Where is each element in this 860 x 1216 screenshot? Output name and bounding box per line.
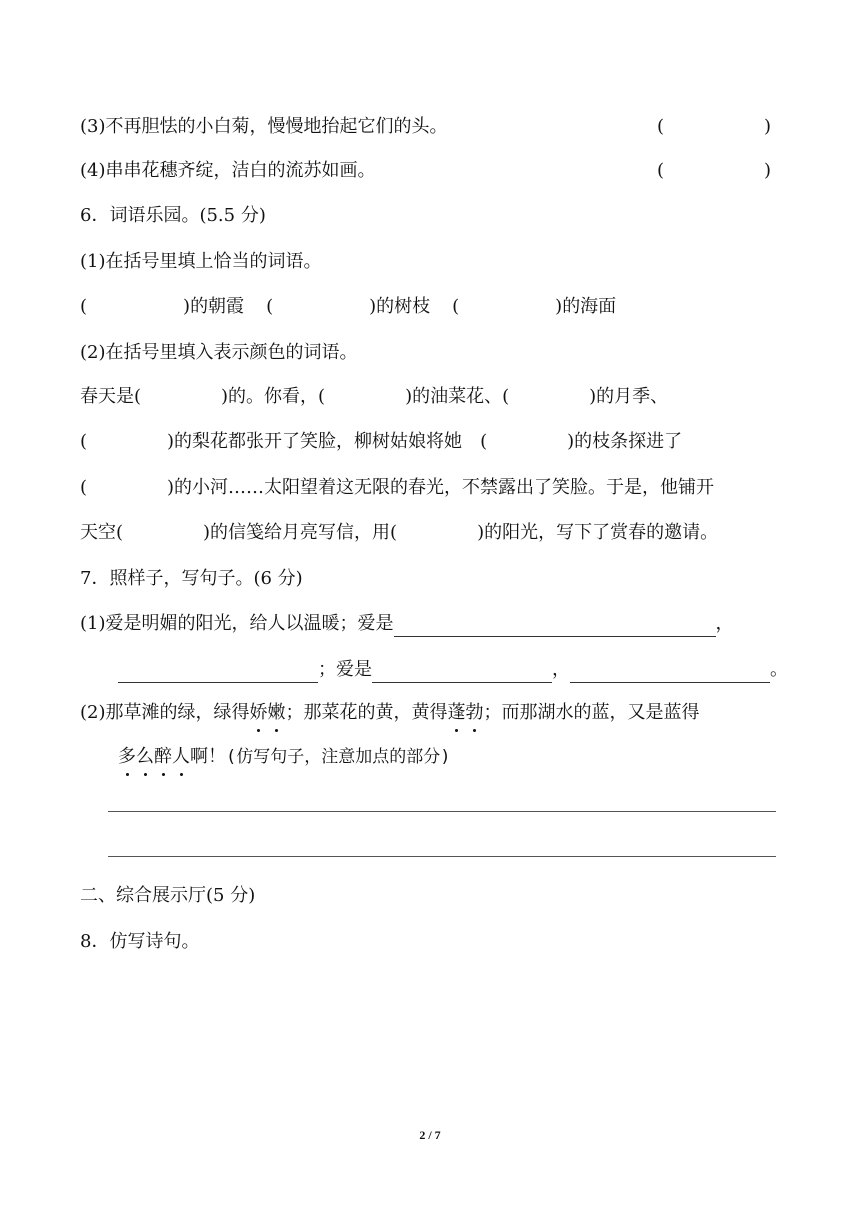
question-7-title: 7．照样子，写句子。(6 分) (80, 568, 303, 589)
word: 的海面 (562, 296, 617, 317)
section-2-title: 二、综合展示厅(5 分) (80, 885, 256, 906)
emphasis-char: 蓬 (448, 700, 466, 726)
emphasis-char: 娇 (250, 700, 268, 726)
question-text: (3)不再胆怯的小白菊，慢慢地抬起它们的头。 (80, 116, 448, 137)
question-7-1-line-1: (1)爱是明媚的阳光，给人以温暖；爱是 ， (80, 611, 734, 637)
question-6-1: (1)在括号里填上恰当的词语。 (80, 251, 322, 272)
dotted-emphasis (250, 702, 286, 723)
question-text: (4)串串花穗齐绽，洁白的流苏如画。 (80, 160, 376, 181)
emphasis-char: 嫩 (268, 700, 286, 726)
answer-paren-close: ) (764, 160, 772, 181)
color-paragraph-line-4: 天空( )的信笺给月亮写信，用( )的阳光，写下了赏春的邀请。 (80, 522, 719, 543)
answer-paren-open: ( (657, 116, 665, 137)
question-7-1-line-2: ；爱是 ， 。 (118, 657, 788, 683)
emphasis-char: 醉 (154, 744, 172, 770)
word: 的朝霞 (190, 296, 245, 317)
question-5-4 (80, 158, 376, 184)
question-5-3 (80, 114, 448, 140)
color-paragraph-line-1: 春天是( )的。你看，( )的油菜花、( )的月季、 (80, 386, 669, 407)
answer-blank[interactable] (394, 614, 716, 637)
answer-blank[interactable] (118, 660, 318, 683)
dotted-emphasis (118, 746, 190, 767)
question-8-title: 8．仿写诗句。 (80, 931, 200, 952)
answer-paren-open: ( (657, 160, 665, 181)
emphasis-char: 么 (136, 744, 154, 770)
question-7-2-line-1: (2)那草滩的绿，绿得娇嫩；那菜花的黄，黄得蓬勃；而那湖水的蓝，又是蓝得 (80, 700, 700, 726)
question-6-1-blanks: ( )的朝霞 ( )的树枝 ( )的海面 (80, 296, 617, 317)
question-7-2-line-2: 多么醉人啊！(仿写句子，注意加点的部分) (118, 744, 450, 770)
writing-line[interactable] (108, 811, 776, 812)
page-number: 2 / 7 (419, 1128, 441, 1142)
answer-blank[interactable] (372, 660, 552, 683)
color-paragraph-line-3: ( )的小河……太阳望着这无限的春光，不禁露出了笑脸。于是，他铺开 (80, 477, 715, 498)
emphasis-char: 多 (118, 744, 136, 770)
writing-line[interactable] (108, 856, 776, 857)
question-6-title: 6．词语乐园。(5.5 分) (80, 205, 266, 226)
answer-blank[interactable] (570, 660, 770, 683)
question-6-2: (2)在括号里填入表示颜色的词语。 (80, 342, 358, 363)
color-paragraph-line-2: ( )的梨花都张开了笑脸，柳树姑娘将她 ( )的枝条探进了 (80, 431, 683, 452)
answer-paren-close: ) (764, 116, 772, 137)
emphasis-char: 勃 (466, 700, 484, 726)
dotted-emphasis (448, 702, 484, 723)
word: 的树枝 (376, 296, 431, 317)
emphasis-char: 人 (172, 744, 190, 770)
